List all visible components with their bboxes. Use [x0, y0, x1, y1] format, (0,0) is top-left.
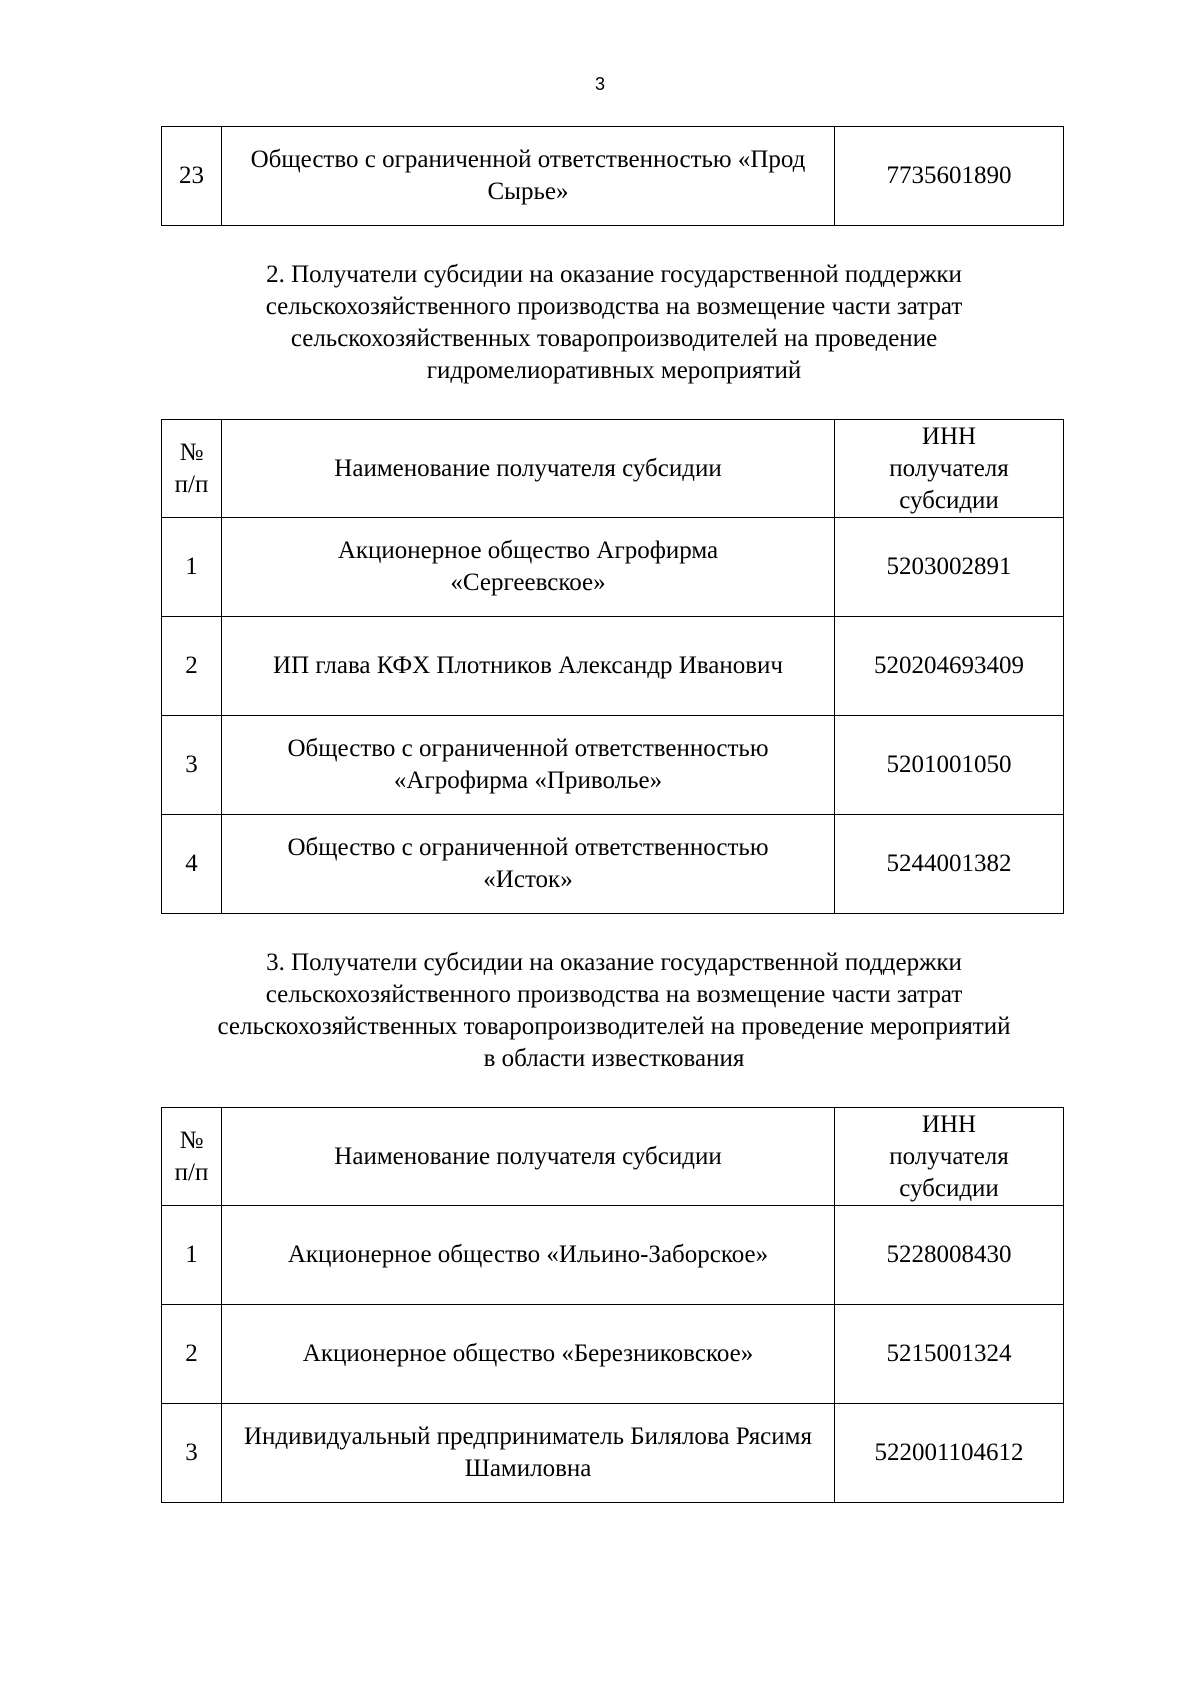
row-number: 3 — [162, 1404, 222, 1503]
recipient-name: Акционерное общество «Ильино-Заборское» — [222, 1206, 835, 1305]
continuation-table — [161, 126, 1064, 226]
section-2-heading: 2. Получатели субсидии на оказание государственной поддержки сельскохозяйственного производства на возмещение части затрат сельскохозяйственных товаропроизводителей на проведение гидромелиоративных мероприятий — [265, 261, 963, 384]
header-number: № п/п — [162, 1108, 222, 1206]
table-header-row — [162, 1108, 1064, 1206]
table-header-row — [162, 420, 1064, 518]
recipient-inn: 5201001050 — [835, 716, 1064, 815]
recipient-inn: 520204693409 — [835, 617, 1064, 716]
header-inn: ИНН получателя субсидии — [835, 420, 1064, 518]
table-row — [162, 617, 1064, 716]
recipient-inn: 5228008430 — [835, 1206, 1064, 1305]
recipient-inn: 522001104612 — [835, 1404, 1064, 1503]
recipient-inn: 5244001382 — [835, 815, 1064, 914]
table-row — [162, 1404, 1064, 1503]
table-row — [162, 716, 1064, 815]
table-row — [162, 1206, 1064, 1305]
recipient-inn: 5215001324 — [835, 1305, 1064, 1404]
page-number: 3 — [594, 74, 605, 94]
table-row — [162, 1305, 1064, 1404]
recipient-inn: 5203002891 — [835, 518, 1064, 617]
section-2-table — [161, 419, 1064, 914]
row-number: 4 — [162, 815, 222, 914]
section-3-heading: 3. Получатели субсидии на оказание государственной поддержки сельскохозяйственного производства на возмещение части затрат сельскохозяйственных товаропроизводителей на проведение мероприятий в области известкования — [217, 949, 1011, 1072]
row-number: 1 — [162, 518, 222, 617]
recipient-inn: 7735601890 — [835, 127, 1064, 226]
header-number: № п/п — [162, 420, 222, 518]
row-number: 2 — [162, 617, 222, 716]
row-number: 3 — [162, 716, 222, 815]
section-3-table — [161, 1107, 1064, 1503]
table-row — [162, 518, 1064, 617]
header-inn: ИНН получателя субсидии — [835, 1108, 1064, 1206]
recipient-name: Общество с ограниченной ответственностью «Исток» — [222, 815, 835, 914]
table-row — [162, 815, 1064, 914]
recipient-name: ИП глава КФХ Плотников Александр Иванович — [222, 617, 835, 716]
header-name: Наименование получателя субсидии — [222, 420, 835, 518]
recipient-name: Индивидуальный предприниматель Билялова Рясимя Шамиловна — [222, 1404, 835, 1503]
header-name: Наименование получателя субсидии — [222, 1108, 835, 1206]
recipient-name: Общество с ограниченной ответственностью «Агрофирма «Приволье» — [222, 716, 835, 815]
recipient-name: Акционерное общество «Березниковское» — [222, 1305, 835, 1404]
recipient-name: Акционерное общество Агрофирма «Сергеевское» — [222, 518, 835, 617]
row-number: 1 — [162, 1206, 222, 1305]
recipient-name: Общество с ограниченной ответственностью «Прод Сырье» — [222, 127, 835, 226]
row-number: 23 — [162, 127, 222, 226]
table-row — [162, 127, 1064, 226]
row-number: 2 — [162, 1305, 222, 1404]
